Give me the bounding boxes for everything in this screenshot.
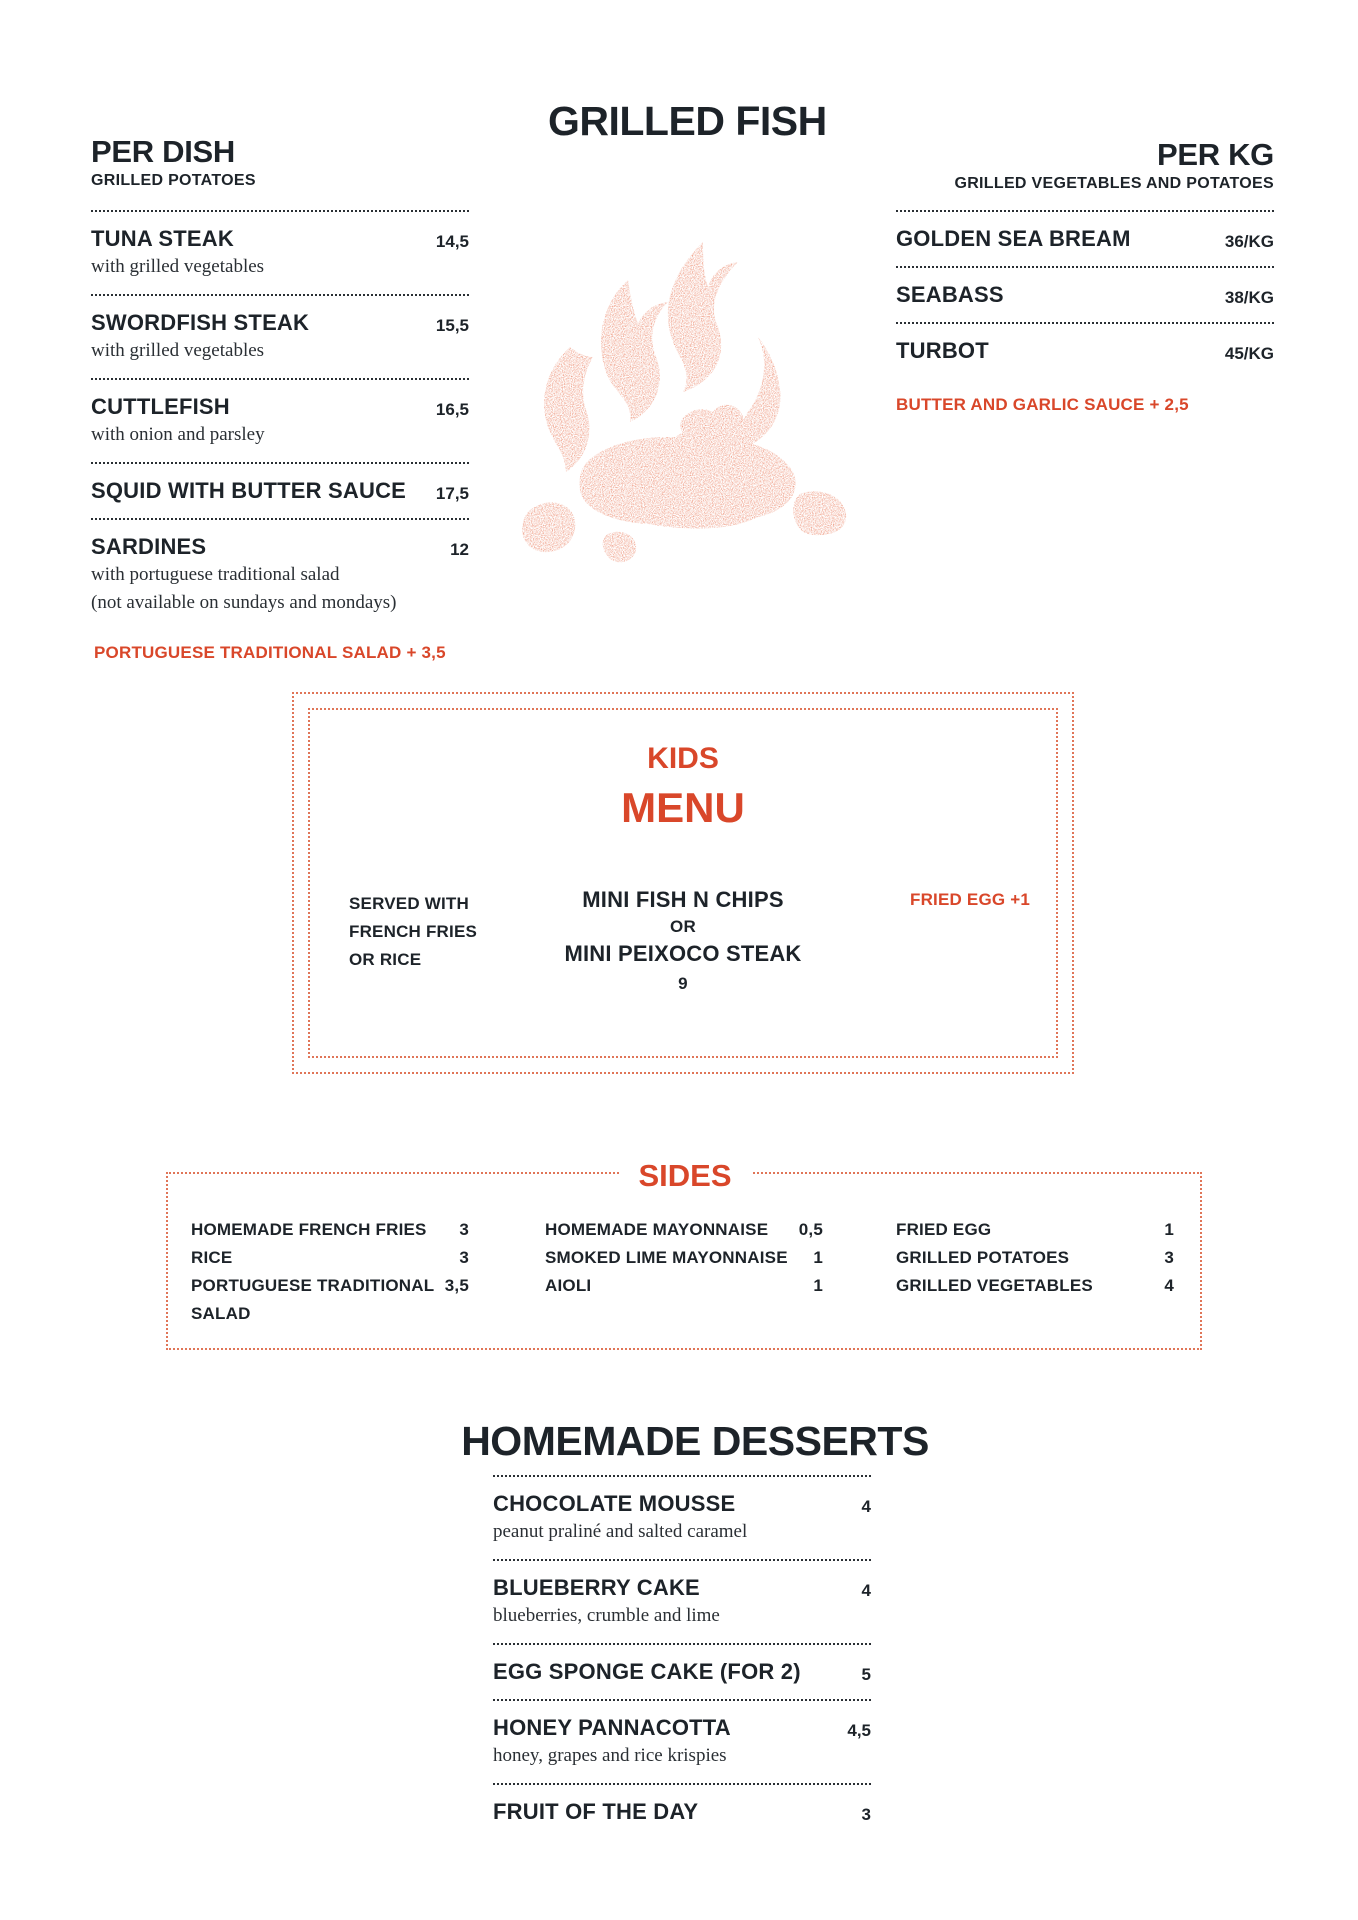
item-name: BLUEBERRY CAKE bbox=[493, 1575, 700, 1600]
side-item bbox=[896, 1216, 1174, 1244]
per-dish-list bbox=[91, 210, 469, 620]
side-price: 3 bbox=[459, 1248, 469, 1267]
kids-extra: FRIED EGG +1 bbox=[910, 890, 1031, 909]
menu-item bbox=[896, 212, 1274, 266]
item-description: peanut praliné and salted caramel bbox=[493, 1521, 748, 1542]
menu-item bbox=[91, 212, 469, 294]
per-kg-heading: PER KG bbox=[1156, 137, 1274, 172]
kids-title: KIDS bbox=[647, 742, 719, 775]
sides-title: SIDES bbox=[619, 1158, 751, 1194]
side-item bbox=[191, 1272, 469, 1300]
side-price: 3,5 bbox=[444, 1276, 469, 1295]
item-description: with grilled vegetables bbox=[91, 340, 265, 361]
kids-or: OR bbox=[670, 917, 696, 936]
side-name: HOMEMADE MAYONNAISE bbox=[545, 1220, 769, 1239]
served-with-line: SERVED WITH bbox=[349, 894, 469, 913]
side-name: RICE bbox=[191, 1248, 233, 1267]
side-item bbox=[896, 1244, 1174, 1272]
menu-item bbox=[493, 1645, 871, 1699]
menu-item bbox=[493, 1561, 871, 1643]
side-name: FRIED EGG bbox=[896, 1220, 992, 1239]
item-description: honey, grapes and rice krispies bbox=[493, 1745, 727, 1766]
menu-item bbox=[91, 520, 469, 620]
served-with-line: OR RICE bbox=[349, 950, 422, 969]
kids-option-1: MINI FISH N CHIPS bbox=[582, 887, 784, 912]
item-price: 4 bbox=[861, 1497, 871, 1516]
menu-item bbox=[91, 296, 469, 378]
side-name: PORTUGUESE TRADITIONAL bbox=[191, 1276, 435, 1295]
item-price: 4,5 bbox=[847, 1721, 871, 1740]
menu-item bbox=[493, 1785, 871, 1839]
item-price: 15,5 bbox=[435, 316, 469, 335]
side-name: GRILLED POTATOES bbox=[896, 1248, 1070, 1267]
sides-column-3 bbox=[896, 1216, 1174, 1300]
per-dish-extra: PORTUGUESE TRADITIONAL SALAD + 3,5 bbox=[94, 643, 446, 662]
served-with-line: FRENCH FRIES bbox=[349, 922, 478, 941]
item-name: CUTTLEFISH bbox=[91, 394, 230, 419]
item-price: 14,5 bbox=[435, 232, 469, 251]
side-name: SALAD bbox=[191, 1304, 251, 1323]
item-price: 3 bbox=[861, 1805, 871, 1824]
item-name: HONEY PANNACOTTA bbox=[493, 1715, 731, 1740]
side-price: 4 bbox=[1164, 1276, 1174, 1295]
item-name: FRUIT OF THE DAY bbox=[493, 1799, 699, 1824]
side-item bbox=[191, 1216, 469, 1244]
per-kg-section bbox=[896, 137, 1274, 193]
side-price: 1 bbox=[1164, 1220, 1174, 1239]
kids-served-with bbox=[349, 890, 477, 974]
fire-grill-icon bbox=[508, 232, 858, 572]
side-name: SMOKED LIME MAYONNAISE bbox=[545, 1248, 788, 1267]
kids-options bbox=[508, 885, 858, 999]
side-name: GRILLED VEGETABLES bbox=[896, 1276, 1093, 1295]
item-price: 4 bbox=[861, 1581, 871, 1600]
per-kg-list bbox=[896, 210, 1274, 378]
item-name: TURBOT bbox=[896, 338, 989, 363]
desserts-list bbox=[493, 1475, 871, 1839]
item-price: 45/KG bbox=[1224, 344, 1274, 363]
kids-option-2: MINI PEIXOCO STEAK bbox=[564, 941, 802, 966]
desserts-title: HOMEMADE DESSERTS bbox=[461, 1418, 929, 1464]
item-price: 38/KG bbox=[1224, 288, 1274, 307]
per-kg-subheading: GRILLED VEGETABLES AND POTATOES bbox=[954, 175, 1274, 192]
side-item bbox=[545, 1216, 823, 1244]
item-name: CHOCOLATE MOUSSE bbox=[493, 1491, 736, 1516]
kids-price: 9 bbox=[678, 974, 688, 993]
item-name: SARDINES bbox=[91, 534, 207, 559]
item-name: GOLDEN SEA BREAM bbox=[896, 226, 1131, 251]
side-price: 3 bbox=[459, 1220, 469, 1239]
item-name: SWORDFISH STEAK bbox=[91, 310, 310, 335]
side-item bbox=[896, 1272, 1174, 1300]
per-kg-extra: BUTTER AND GARLIC SAUCE + 2,5 bbox=[896, 395, 1189, 414]
item-price: 36/KG bbox=[1224, 232, 1274, 251]
item-description: with grilled vegetables bbox=[91, 256, 265, 277]
menu-item bbox=[493, 1701, 871, 1783]
side-name: AIOLI bbox=[545, 1276, 592, 1295]
per-dish-section bbox=[91, 134, 469, 190]
side-price: 3 bbox=[1164, 1248, 1174, 1267]
menu-item bbox=[896, 268, 1274, 322]
item-name: SEABASS bbox=[896, 282, 1004, 307]
menu-item bbox=[896, 324, 1274, 378]
per-dish-subheading: GRILLED POTATOES bbox=[91, 172, 256, 189]
item-description-note: (not available on sundays and mondays) bbox=[91, 592, 397, 613]
side-price: 1 bbox=[813, 1248, 823, 1267]
per-dish-heading: PER DISH bbox=[91, 134, 236, 169]
item-name: EGG SPONGE CAKE (FOR 2) bbox=[493, 1659, 801, 1684]
side-price: 0,5 bbox=[798, 1220, 823, 1239]
item-description: with onion and parsley bbox=[91, 424, 265, 445]
menu-title: MENU bbox=[621, 784, 745, 831]
menu-item bbox=[91, 380, 469, 462]
side-name: HOMEMADE FRENCH FRIES bbox=[191, 1220, 427, 1239]
item-price: 12 bbox=[450, 540, 469, 559]
side-item bbox=[191, 1244, 469, 1272]
item-name: SQUID WITH BUTTER SAUCE bbox=[91, 478, 407, 503]
grilled-fish-title: GRILLED FISH bbox=[548, 98, 827, 144]
item-description: with portuguese traditional salad bbox=[91, 564, 340, 585]
side-price: 1 bbox=[813, 1276, 823, 1295]
side-item bbox=[545, 1272, 823, 1300]
item-price: 16,5 bbox=[435, 400, 469, 419]
item-description: blueberries, crumble and lime bbox=[493, 1605, 720, 1626]
menu-item bbox=[91, 464, 469, 518]
menu-item bbox=[493, 1477, 871, 1559]
side-item-continued bbox=[191, 1300, 469, 1328]
item-price: 17,5 bbox=[435, 484, 469, 503]
sides-column-2 bbox=[545, 1216, 823, 1300]
item-price: 5 bbox=[861, 1665, 871, 1684]
sides-column-1 bbox=[191, 1216, 469, 1328]
item-name: TUNA STEAK bbox=[91, 226, 234, 251]
side-item bbox=[545, 1244, 823, 1272]
